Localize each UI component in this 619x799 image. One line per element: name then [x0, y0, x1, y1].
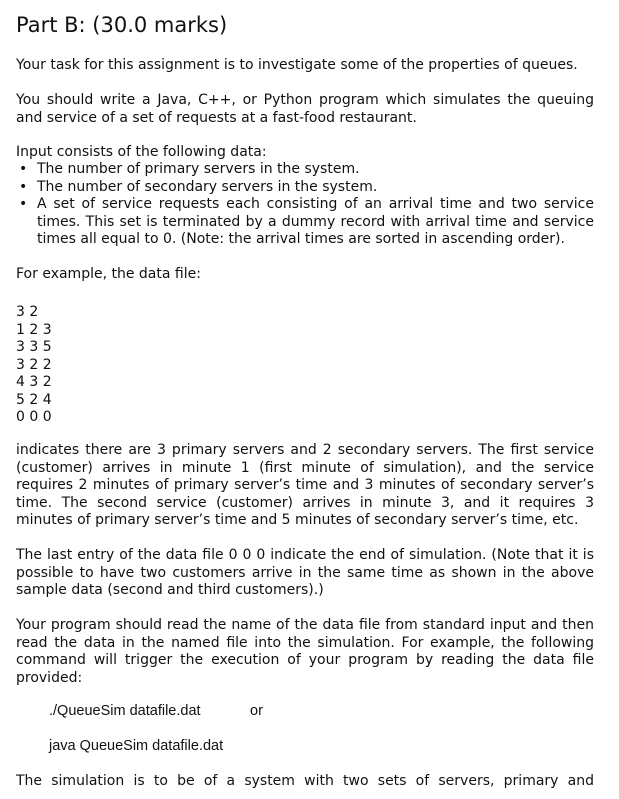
explanation-paragraph: indicates there are 3 primary servers and 2 secondary servers. The first service (customer) arrives in minute 1 (first minute of simulation), and the service requires 2 minutes of primary server’s time and 3 minutes of secondary server’s time. The second service (customer) arrives in minute 3, and it requires 3 minutes of primary server’s time and 5 minutes of secondary server’s time, etc. — [16, 442, 594, 528]
bullet-icon: • — [19, 196, 28, 212]
page-title: Part B: (30.0 marks) — [16, 13, 228, 37]
data-line: 0 0 0 — [16, 409, 52, 425]
command-example-2: java QueueSim datafile.dat — [49, 738, 224, 754]
input-bullet-list — [16, 161, 594, 249]
command-example-1: ./QueueSim datafile.dat — [49, 703, 201, 719]
program-input-paragraph: Your program should read the name of the data file from standard input and then read the data in the named file into the simulation. For example, the following command will trigger the execution of your program by reading the data file provided: — [16, 617, 594, 686]
bullet-icon: • — [19, 161, 28, 177]
language-paragraph: You should write a Java, C++, or Python program which simulates the queuing and service of a set of requests at a fast-food restaurant. — [16, 92, 594, 126]
list-item-text: The number of secondary servers in the system. — [37, 178, 378, 195]
data-line: 4 3 2 — [16, 374, 52, 390]
simulation-paragraph: The simulation is to be of a system with two sets of servers, primary and — [16, 773, 594, 789]
data-line: 5 2 4 — [16, 391, 52, 408]
list-item — [16, 161, 594, 179]
list-item-text: A set of service requests each consisting of an arrival time and two service times. This set is terminated by a dummy record with arrival time and service times all equal to 0. (Note: the arrival times are sorted in ascending order). — [37, 196, 594, 247]
end-of-data-paragraph: The last entry of the data file 0 0 0 indicate the end of simulation. (Note that it is possible to have two customers arrive in the same time as shown in the above sample data (second and third customers).) — [16, 547, 594, 598]
data-line: 3 2 — [16, 304, 39, 320]
input-heading: Input consists of the following data: — [16, 144, 267, 160]
intro-paragraph: Your task for this assignment is to investigate some of the properties of queues. — [16, 57, 578, 73]
list-item — [16, 196, 594, 249]
list-item-text: The number of primary servers in the system. — [37, 161, 360, 177]
data-line: 3 2 2 — [16, 356, 52, 373]
bullet-icon: • — [19, 178, 28, 195]
sample-data-file — [16, 304, 594, 427]
list-item — [16, 179, 594, 197]
data-line: 3 3 5 — [16, 339, 52, 355]
command-or-label: or — [250, 703, 263, 719]
example-intro: For example, the data file: — [16, 266, 201, 282]
data-line: 1 2 3 — [16, 321, 52, 338]
